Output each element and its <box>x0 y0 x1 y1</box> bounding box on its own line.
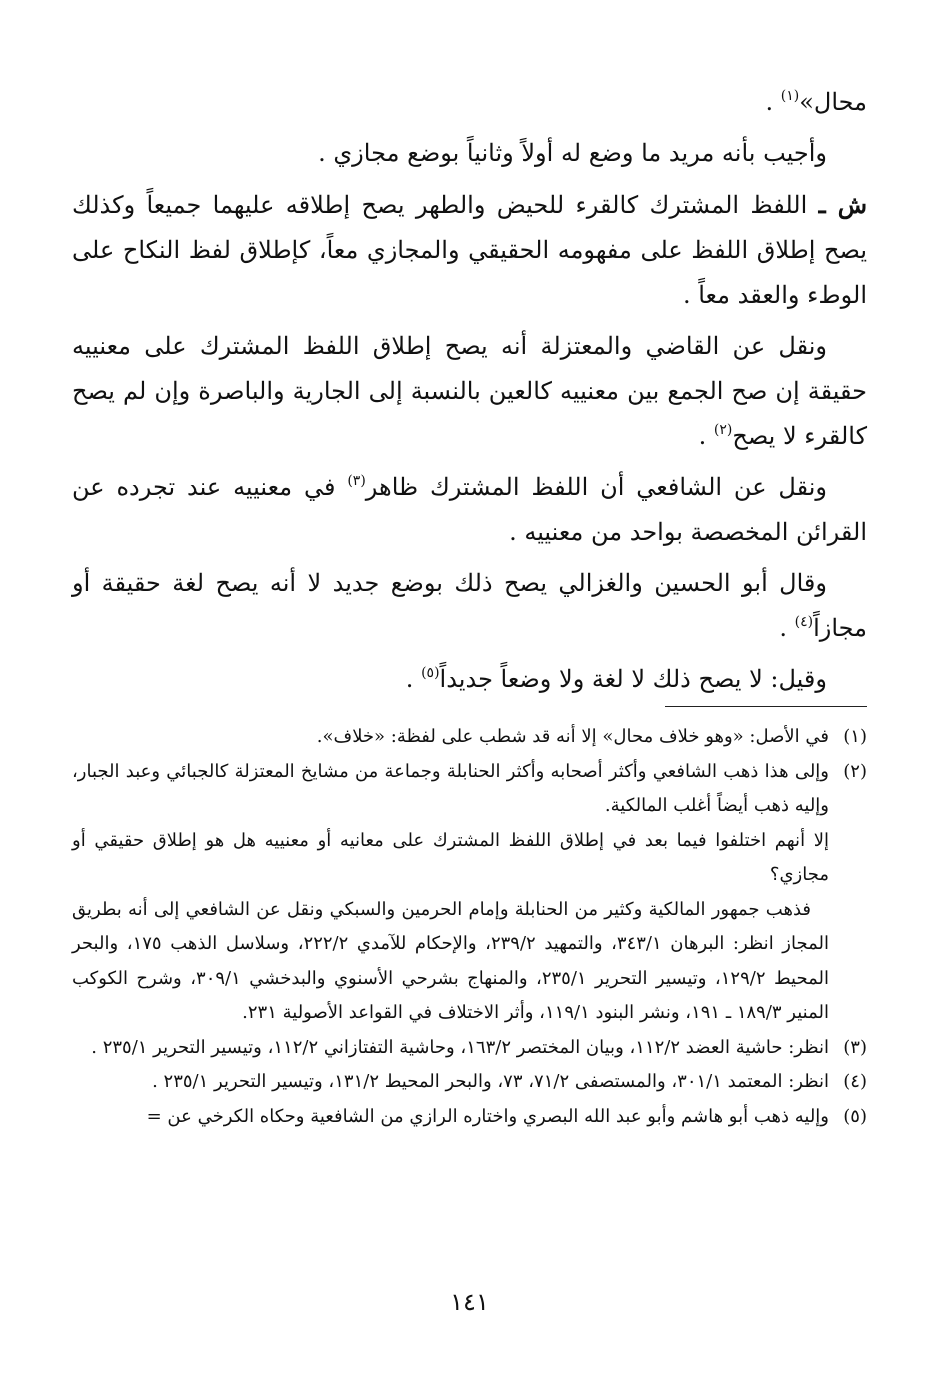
footnote-ref-3: (٣) <box>347 473 366 489</box>
commentary-marker: ش ـ <box>818 190 868 219</box>
footnote-2-paragraph-1: وإلى هذا ذهب الشافعي وأكثر أصحابه وأكثر الحنابلة وجماعة من مشايخ المعتزلة كالجبائي وعبد الجبار، وإليه ذهب أيضاً أغلب المالكية. <box>72 760 829 816</box>
paragraph-7-text: وقيل: لا يصح ذلك لا لغة ولا وضعاً جديداً <box>439 665 827 693</box>
footnote-2-paragraph-3: فذهب جمهور المالكية وكثير من الحنابلة وإمام الحرمين والسبكي ونقل عن الشافعي إلى أنه بطريق المجاز انظر: البرهان ٣٤٣/١، والتمهيد ٢٣٩/٢، والإحكام للآمدي ٢٢٢/٢، وسلاسل الذهب ١٧٥، والبحر المحيط ١٢٩/٢، وتيسير التحرير ٢٣٥/١، والمنهاج بشرحي الأسنوي والبدخشي ٣٠٩/١، وشرح الكوكب المنير ١٨٩/٣ ـ ١٩١، ونشر البنود ١١٩/١، وأثر الاختلاف في القواعد الأصولية ٢٣١. <box>72 898 829 1023</box>
footnote-4-number: (٤) <box>843 1071 867 1092</box>
paragraph-7 <box>72 657 867 702</box>
paragraph-4-end: . <box>698 422 714 450</box>
footnotes <box>72 720 867 1134</box>
footnote-1-number: (١) <box>843 726 867 747</box>
footnote-1-body <box>72 720 829 755</box>
footnote-4-body <box>72 1065 829 1100</box>
paragraph-7-end: . <box>405 665 422 693</box>
footnote-4 <box>72 1065 867 1100</box>
main-text <box>72 80 867 708</box>
paragraph-3 <box>72 182 867 318</box>
paragraph-1-end: . <box>765 88 781 116</box>
paragraph-4-text: ونقل عن القاضي والمعتزلة أنه يصح إطلاق اللفظ المشترك على معنييه حقيقة إن صح الجمع بين معنييه كالعين بالنسبة إلى الجارية والباصرة وإن لم يصح كالقرء لا يصح <box>72 332 867 450</box>
footnote-separator <box>665 706 867 707</box>
page-number: ١٤١ <box>450 1288 489 1316</box>
footnote-3 <box>72 1031 867 1066</box>
paragraph-2-text: وأجيب بأنه مريد ما وضع له أولاً وثانياً بوضع مجازي . <box>318 139 827 167</box>
footnote-5-text: وإليه ذهب أبو هاشم وأبو عبد الله البصري واختاره الرازي من الشافعية وحكاه الكرخي عن = <box>146 1105 829 1127</box>
paragraph-6-text: وقال أبو الحسين والغزالي يصح ذلك بوضع جديد لا أنه يصح لغة حقيقة أو مجازاً <box>72 569 867 642</box>
footnote-ref-4: (٤) <box>794 614 814 630</box>
paragraph-2 <box>72 131 867 176</box>
footnote-3-body <box>72 1031 829 1066</box>
paragraph-5-text-a: ونقل عن الشافعي أن اللفظ المشترك ظاهر <box>365 473 827 501</box>
paragraph-5-text-b: في معنييه عند تجرده عن القرائن المخصصة بواحد من معنييه . <box>72 473 867 546</box>
paragraph-3-text: اللفظ المشترك كالقرء للحيض والطهر يصح إطلاقه عليهما جميعاً وكذلك يصح إطلاق اللفظ على مفهومه الحقيقي والمجازي معاً، كإطلاق لفظ النكاح على الوطء والعقد معاً . <box>72 191 868 309</box>
footnote-2-body <box>72 755 829 1031</box>
paragraph-6 <box>72 561 867 651</box>
paragraph-6-end: . <box>779 614 795 642</box>
footnote-2 <box>72 755 867 1031</box>
footnote-3-number: (٣) <box>843 1036 867 1058</box>
footnote-1 <box>72 720 867 755</box>
footnote-2-paragraph-2: إلا أنهم اختلفوا فيما بعد في إطلاق اللفظ المشترك على معانيه أو معنييه هل هو إطلاق حقيقي أو مجازي؟ <box>72 829 829 885</box>
footnote-1-text: في الأصل: «وهو خلاف محال» إلا أنه قد شطب على لفظة: «خلاف». <box>316 726 829 747</box>
footnote-4-text: انظر: المعتمد ٣٠١/١، والمستصفى ٧١/٢، ٧٣، والبحر المحيط ١٣١/٢، وتيسير التحرير ٢٣٥/١ . <box>152 1071 829 1092</box>
footnote-ref-2: (٢) <box>713 422 733 438</box>
paragraph-1-text: محال» <box>799 88 867 116</box>
footnote-ref-1: (١) <box>780 88 800 104</box>
paragraph-4 <box>72 324 867 459</box>
footnote-5 <box>72 1100 867 1135</box>
footnote-2-number: (٢) <box>843 760 867 782</box>
footnote-ref-5: (٥) <box>421 665 440 681</box>
footnote-5-number: (٥) <box>843 1105 867 1127</box>
footnote-3-text: انظر: حاشية العضد ١١٢/٢، وبيان المختصر ١٦٣/٢، وحاشية التفتازاني ١١٢/٢، وتيسير التحرير ٢٣٥/١ . <box>91 1036 829 1058</box>
paragraph-1 <box>72 80 867 125</box>
paragraph-5 <box>72 465 867 555</box>
footnote-5-body <box>72 1100 829 1135</box>
